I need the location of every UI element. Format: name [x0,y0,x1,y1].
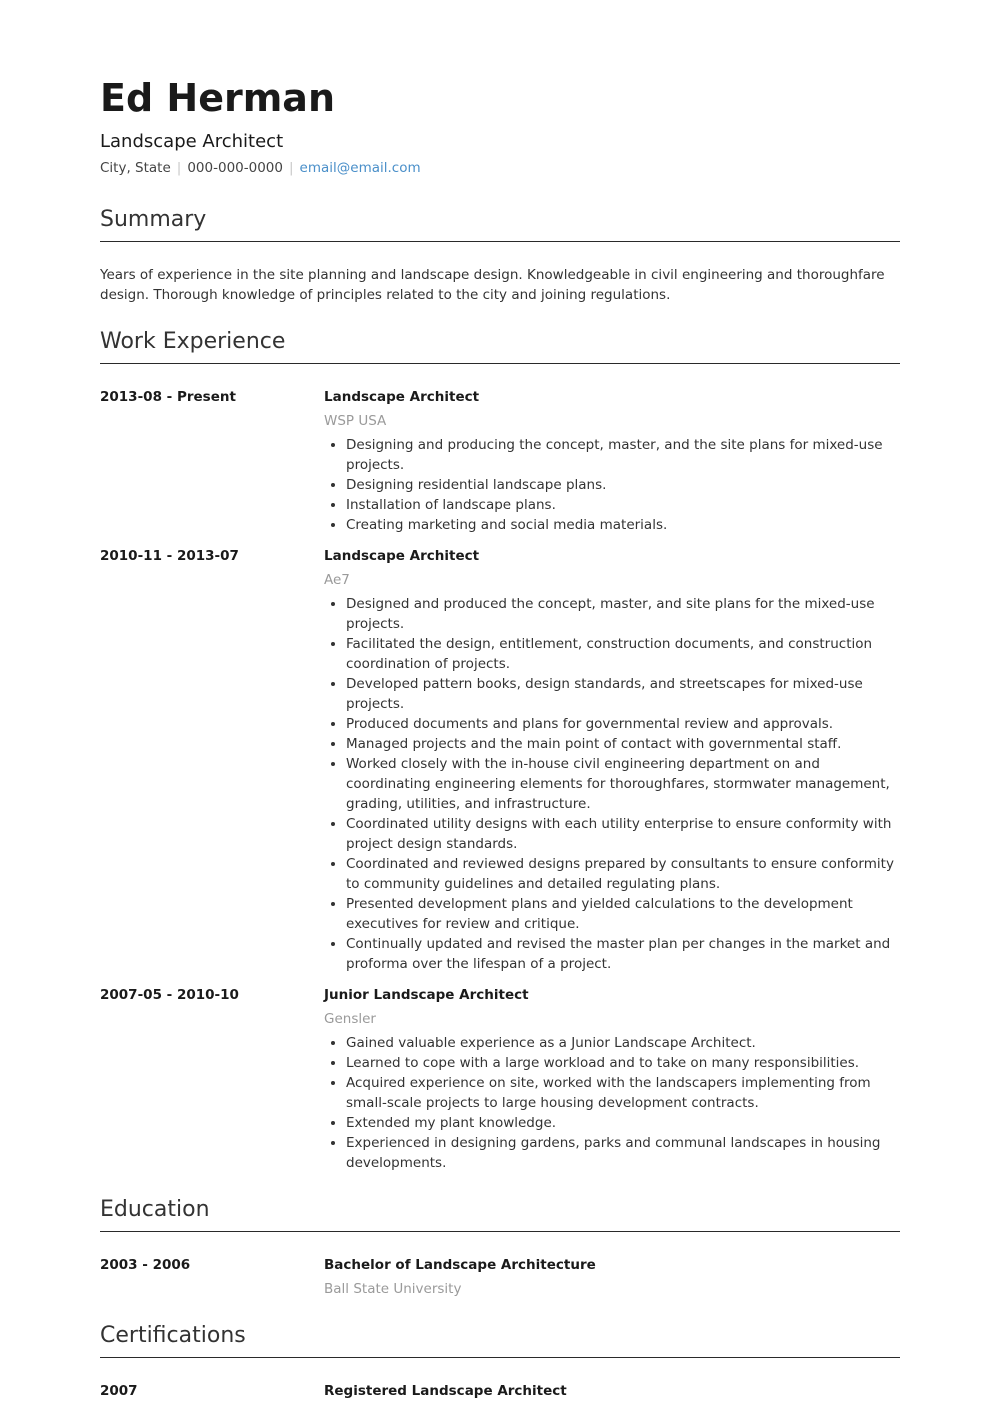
responsibility-item: • Continually updated and revised the master plan per changes in the market and proforma over the lifespan of a project. [346,934,900,974]
certifications-heading: Certifications [100,1321,900,1358]
contact-email-link[interactable]: email@email.com [299,160,421,176]
work-dates: 2010-11 - 2013-07 [100,548,239,564]
candidate-title: Landscape Architect [100,131,284,152]
responsibility-item: • Designing and producing the concept, master, and the site plans for mixed-use projects. [346,435,900,475]
certification-date: 2007 [100,1383,138,1399]
responsibility-item: • Presented development plans and yielded calculations to the development executives for review and critique. [346,894,900,934]
responsibility-item: • Acquired experience on site, worked with the landscapers implementing from small-scale projects to large housing development contracts. [346,1073,900,1113]
responsibility-item: • Designing residential landscape plans. [346,475,900,495]
contact-location: City, State [100,160,171,176]
responsibility-item: • Experienced in designing gardens, parks and communal landscapes in housing developments. [346,1133,900,1173]
summary-text: Years of experience in the site planning and landscape design. Knowledgeable in civil engineering and thoroughfare design. Thorough knowledge of principles related to the city and joining regulations. [100,267,885,303]
job-title: Landscape Architect [324,548,480,564]
contact-divider: | [176,160,182,176]
contact-divider: | [288,160,294,176]
responsibility-list [324,594,900,974]
responsibility-item: • Gained valuable experience as a Junior Landscape Architect. [346,1033,900,1053]
education-details [324,1255,900,1299]
responsibility-item: • Worked closely with the in-house civil engineering department on and coordinating engineering elements for thoroughfares, stormwater management, grading, utilities, and infrastructure. [346,754,900,814]
work-experience-heading: Work Experience [100,327,900,364]
responsibility-item: • Coordinated and reviewed designs prepared by consultants to ensure conformity to community guidelines and detailed regulating plans. [346,854,900,894]
responsibility-item: • Extended my plant knowledge. [346,1113,900,1133]
work-details [324,387,900,535]
responsibility-item: • Developed pattern books, design standards, and streetscapes for mixed-use projects. [346,674,900,714]
work-dates: 2007-05 - 2010-10 [100,987,239,1003]
certification-name: Registered Landscape Architect [324,1383,567,1399]
responsibility-item: • Facilitated the design, entitlement, construction documents, and construction coordination of projects. [346,634,900,674]
school-name: Ball State University [324,1281,462,1297]
contact-phone: 000-000-0000 [187,160,283,176]
work-details [324,546,900,974]
job-title: Landscape Architect [324,389,480,405]
responsibility-item: • Coordinated utility designs with each utility enterprise to ensure conformity with project design standards. [346,814,900,854]
work-details [324,985,900,1173]
education-dates: 2003 - 2006 [100,1257,191,1273]
responsibility-item: • Creating marketing and social media materials. [346,515,900,535]
candidate-name: Ed Herman [100,76,335,120]
work-dates: 2013-08 - Present [100,389,236,405]
responsibility-list [324,435,900,535]
certification-details [324,1381,900,1401]
responsibility-item: • Learned to cope with a large workload and to take on many responsibilities. [346,1053,900,1073]
contact-line [100,158,421,178]
summary-heading: Summary [100,205,900,242]
education-heading: Education [100,1195,900,1232]
job-title: Junior Landscape Architect [324,987,529,1003]
responsibility-item: • Managed projects and the main point of contact with governmental staff. [346,734,900,754]
company-name: Ae7 [324,572,350,588]
company-name: WSP USA [324,413,387,429]
responsibility-item: • Produced documents and plans for governmental review and approvals. [346,714,900,734]
company-name: Gensler [324,1011,376,1027]
degree-name: Bachelor of Landscape Architecture [324,1257,596,1273]
responsibility-list [324,1033,900,1173]
responsibility-item: • Installation of landscape plans. [346,495,900,515]
responsibility-item: • Designed and produced the concept, master, and site plans for the mixed-use projects. [346,594,900,634]
